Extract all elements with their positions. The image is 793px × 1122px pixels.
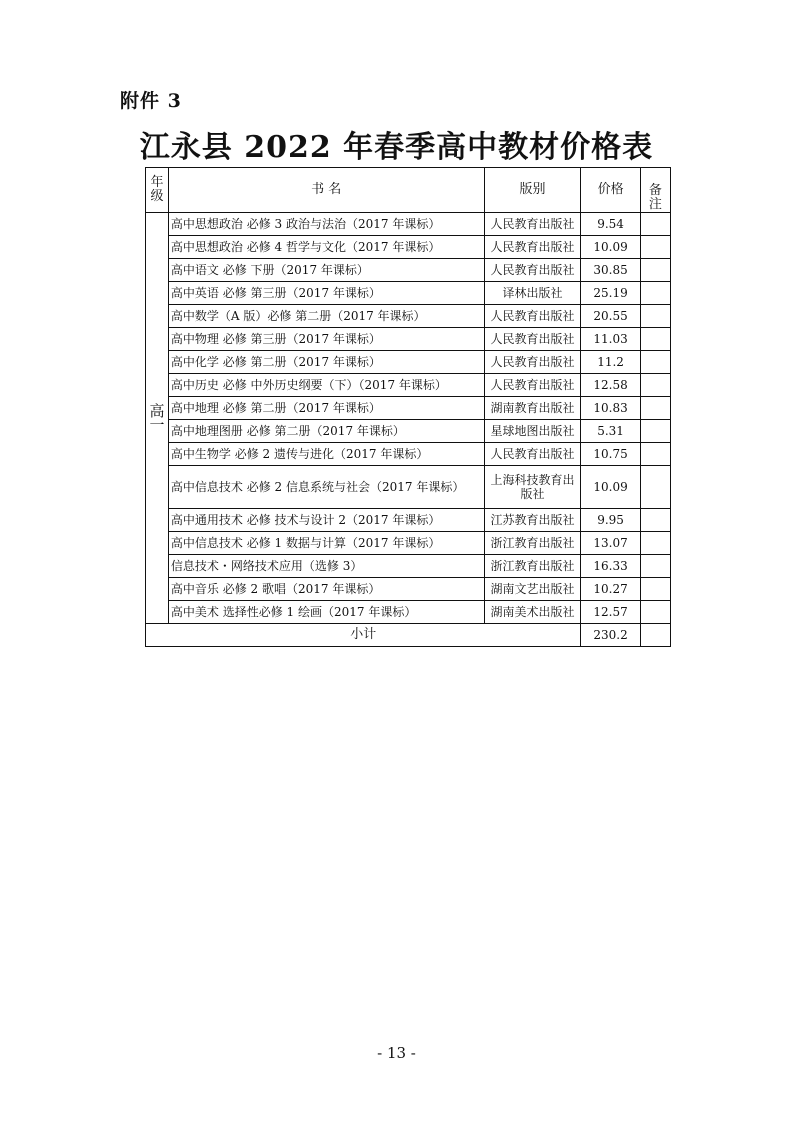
note [640,509,670,532]
publisher: 译林出版社 [484,282,581,305]
publisher: 人民教育出版社 [484,374,581,397]
note [640,555,670,578]
price: 12.58 [581,374,640,397]
price: 10.75 [581,443,640,466]
publisher: 星球地图出版社 [484,420,581,443]
book-name: 高中物理 必修 第三册（2017 年课标） [168,328,484,351]
table-row [146,443,671,466]
header-book-name: 书 名 [168,168,484,213]
table-header-row [146,168,671,213]
price: 11.03 [581,328,640,351]
price: 9.95 [581,509,640,532]
table-row [146,282,671,305]
header-publisher: 版别 [484,168,581,213]
subtotal-value: 230.2 [581,624,640,647]
publisher: 人民教育出版社 [484,328,581,351]
table-row [146,509,671,532]
price: 12.57 [581,601,640,624]
book-name: 高中信息技术 必修 2 信息系统与社会（2017 年课标） [168,466,484,509]
price: 10.83 [581,397,640,420]
price: 9.54 [581,213,640,236]
note [640,351,670,374]
publisher: 人民教育出版社 [484,443,581,466]
table-row [146,328,671,351]
note [640,397,670,420]
book-name: 信息技术・网络技术应用（选修 3） [168,555,484,578]
book-name: 高中地理图册 必修 第二册（2017 年课标） [168,420,484,443]
table-body [146,213,671,647]
note [640,578,670,601]
table-row [146,374,671,397]
price: 10.09 [581,236,640,259]
note [640,305,670,328]
table-row [146,578,671,601]
publisher: 人民教育出版社 [484,236,581,259]
book-name: 高中语文 必修 下册（2017 年课标） [168,259,484,282]
book-name: 高中音乐 必修 2 歌唱（2017 年课标） [168,578,484,601]
subtotal-label: 小计 [146,624,581,647]
note [640,601,670,624]
table-row [146,351,671,374]
document-title: 江永县 2022 年春季高中教材价格表 [139,130,654,165]
book-name: 高中英语 必修 第三册（2017 年课标） [168,282,484,305]
page-number: - 13 - [377,1044,416,1062]
table-row [146,555,671,578]
note [640,259,670,282]
book-name: 高中思想政治 必修 4 哲学与文化（2017 年课标） [168,236,484,259]
publisher: 人民教育出版社 [484,259,581,282]
publisher: 湖南教育出版社 [484,397,581,420]
table-row [146,420,671,443]
price: 10.09 [581,466,640,509]
grade-char-2: 一 [149,416,165,434]
header-price: 价格 [581,168,640,213]
price: 10.27 [581,578,640,601]
book-name: 高中思想政治 必修 3 政治与法治（2017 年课标） [168,213,484,236]
header-grade [146,168,169,213]
table-row [146,532,671,555]
note [640,236,670,259]
note [640,374,670,397]
subtotal-row [146,624,671,647]
price: 11.2 [581,351,640,374]
publisher: 人民教育出版社 [484,305,581,328]
publisher: 江苏教育出版社 [484,509,581,532]
price: 16.33 [581,555,640,578]
price: 25.19 [581,282,640,305]
price: 13.07 [581,532,640,555]
table-row [146,466,671,509]
note [640,282,670,305]
table-row [146,213,671,236]
note [640,420,670,443]
book-name: 高中化学 必修 第二册（2017 年课标） [168,351,484,374]
publisher: 上海科技教育出版社 [484,466,581,509]
header-grade-bottom: 级 [150,189,164,204]
note [640,532,670,555]
price: 20.55 [581,305,640,328]
table-row [146,397,671,420]
note [640,328,670,351]
publisher: 浙江教育出版社 [484,532,581,555]
publisher: 浙江教育出版社 [484,555,581,578]
note [640,466,670,509]
header-note: 备注 [640,168,670,213]
attachment-label: 附件 3 [120,90,182,112]
price-table [145,167,671,647]
book-name: 高中美术 选择性必修 1 绘画（2017 年课标） [168,601,484,624]
book-name: 高中历史 必修 中外历史纲要（下）（2017 年课标） [168,374,484,397]
header-grade-top: 年 [150,175,164,190]
book-name: 高中数学（A 版）必修 第二册（2017 年课标） [168,305,484,328]
note [640,213,670,236]
price: 30.85 [581,259,640,282]
book-name: 高中通用技术 必修 技术与设计 2（2017 年课标） [168,509,484,532]
table-row [146,259,671,282]
table-row [146,601,671,624]
table-row [146,305,671,328]
note [640,443,670,466]
publisher: 人民教育出版社 [484,213,581,236]
publisher: 湖南文艺出版社 [484,578,581,601]
book-name: 高中生物学 必修 2 遗传与进化（2017 年课标） [168,443,484,466]
grade-char-1: 高 [149,402,165,420]
table-row [146,236,671,259]
book-name: 高中信息技术 必修 1 数据与计算（2017 年课标） [168,532,484,555]
publisher: 人民教育出版社 [484,351,581,374]
book-name: 高中地理 必修 第二册（2017 年课标） [168,397,484,420]
price: 5.31 [581,420,640,443]
publisher: 湖南美术出版社 [484,601,581,624]
subtotal-note [640,624,670,647]
grade-cell [146,213,169,624]
